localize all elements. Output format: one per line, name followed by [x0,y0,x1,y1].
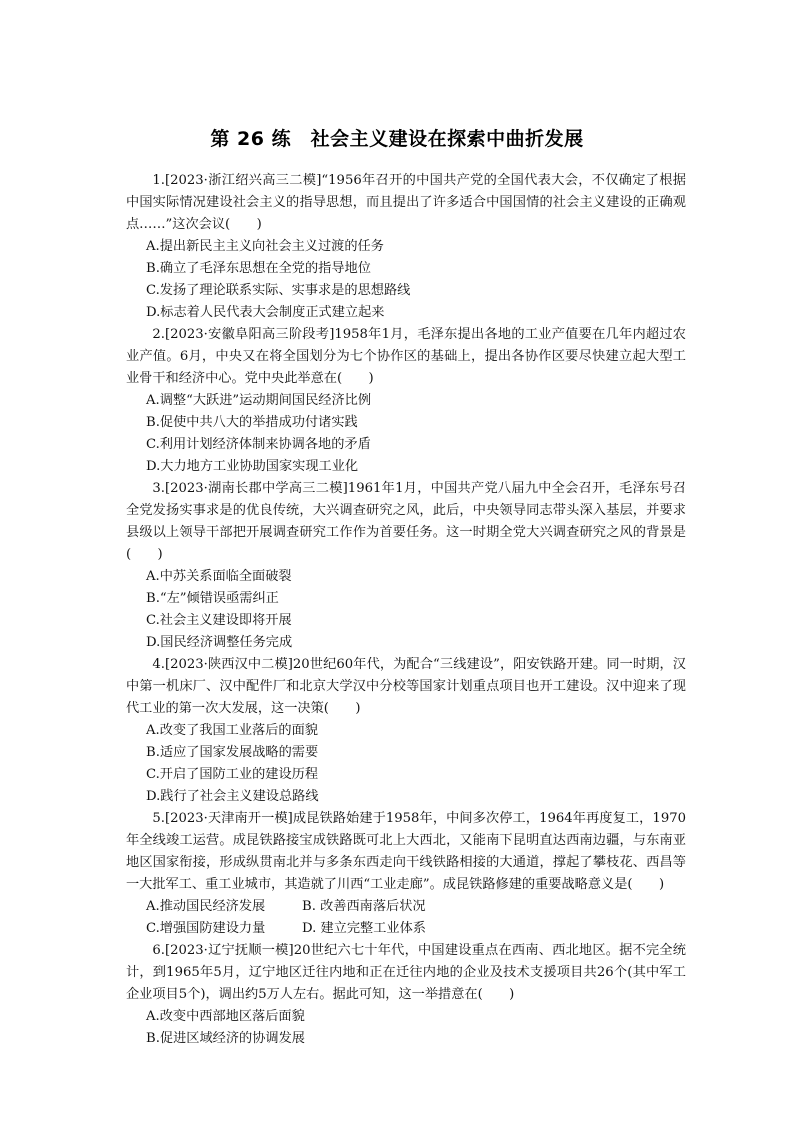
question-4 [126,654,686,808]
question-stem: 3.[2023·湖南长郡中学高三二模]1961年1月，中国共产党八届九中全会召开，毛泽东号召全党发扬实事求是的优良传统，大兴调查研究之风，此后，中央领导同志带头深入基层，并要求县级以上领导干部把开展调查研究工作作为首要任务。这一时期全党大兴调查研究之风的背景是( ) [126,481,686,562]
question-stem: 5.[2023·天津南开一模]成昆铁路始建于1958年，中间多次停工，1964年再度复工，1970年全线竣工运营。成昆铁路接宝成铁路既可北上大西北，又能南下昆明直达西南边疆，与东南亚地区国家衔接，形成纵贯南北并与多条东西走向干线铁路相接的大通道，撑起了攀枝花、西昌等一大批军工、重工业城市，其造就了川西“工业走廊”。成昆铁路修建的重要战略意义是( ) [126,811,686,892]
question-2 [126,324,686,478]
option-c: C.发扬了理论联系实际、实事求是的思想路线 [146,283,411,298]
option-d: D. 建立完整工业体系 [302,921,426,936]
option-b: B. 改善西南落后状况 [302,899,426,914]
option-c: C.开启了国防工业的建设历程 [146,767,319,782]
question-list [126,170,686,1050]
option-b: B.促使中共八大的举措成功付诸实践 [146,415,358,430]
option-a: A.调整“大跃进”运动期间国民经济比例 [146,393,372,408]
question-5 [126,808,686,940]
option-d: D.大力地方工业协助国家实现工业化 [146,459,359,474]
option-a: A.推动国民经济发展 [146,899,266,914]
question-stem: 2.[2023·安徽阜阳高三阶段考]1958年1月，毛泽东提出各地的工业产值要在几年内超过农业产值。6月，中央又在将全国划分为七个协作区的基础上，提出各协作区要尽快建立起大型工业骨干和经济中心。党中央此举意在( ) [126,327,686,386]
question-1 [126,170,686,324]
option-a: A.中苏关系面临全面破裂 [146,569,292,584]
option-b: B.确立了毛泽东思想在全党的指导地位 [146,261,371,276]
option-d: D.标志着人民代表大会制度正式建立起来 [146,305,385,320]
question-6 [126,940,686,1050]
option-c: C.增强国防建设力量 [146,921,266,936]
question-3 [126,478,686,654]
option-a: A.提出新民主主义向社会主义过渡的任务 [146,239,384,254]
option-b: B.“左”倾错误亟需纠正 [146,591,279,606]
option-d: D.践行了社会主义建设总路线 [146,789,319,804]
option-c: C.社会主义建设即将开展 [146,613,292,628]
page-title: 第 26 练 社会主义建设在探索中曲折发展 [210,128,584,150]
option-row [126,918,686,940]
question-stem: 4.[2023·陕西汉中二模]20世纪60年代，为配合“三线建设”，阳安铁路开建。同一时期，汉中第一机床厂、汉中配件厂和北京大学汉中分校等国家计划重点项目也开工建设。汉中迎来了现代工业的第一次大发展，这一决策( ) [126,657,686,716]
option-b: B.促进区域经济的协调发展 [146,1031,305,1046]
option-b: B.适应了国家发展战略的需要 [146,745,319,760]
option-d: D.国民经济调整任务完成 [146,635,293,650]
question-stem: 6.[2023·辽宁抚顺一模]20世纪六七十年代，中国建设重点在西南、西北地区。据不完全统计，到1965年5月，辽宁地区迁往内地和正在迁往内地的企业及技术支援项目共26个(其中军工企业项目5个)，调出约5万人左右。据此可知，这一举措意在( ) [126,943,686,1002]
option-row [126,896,686,918]
option-a: A.改变中西部地区落后面貌 [146,1009,305,1024]
option-a: A.改变了我国工业落后的面貌 [146,723,318,738]
question-stem: 1.[2023·浙江绍兴高三二模]“1956年召开的中国共产党的全国代表大会，不仅确定了根据中国实际情况建设社会主义的指导思想，而且提出了许多适合中国国情的社会主义建设的正确观点……”这次会议( ) [126,173,686,232]
option-c: C.利用计划经济体制来协调各地的矛盾 [146,437,371,452]
